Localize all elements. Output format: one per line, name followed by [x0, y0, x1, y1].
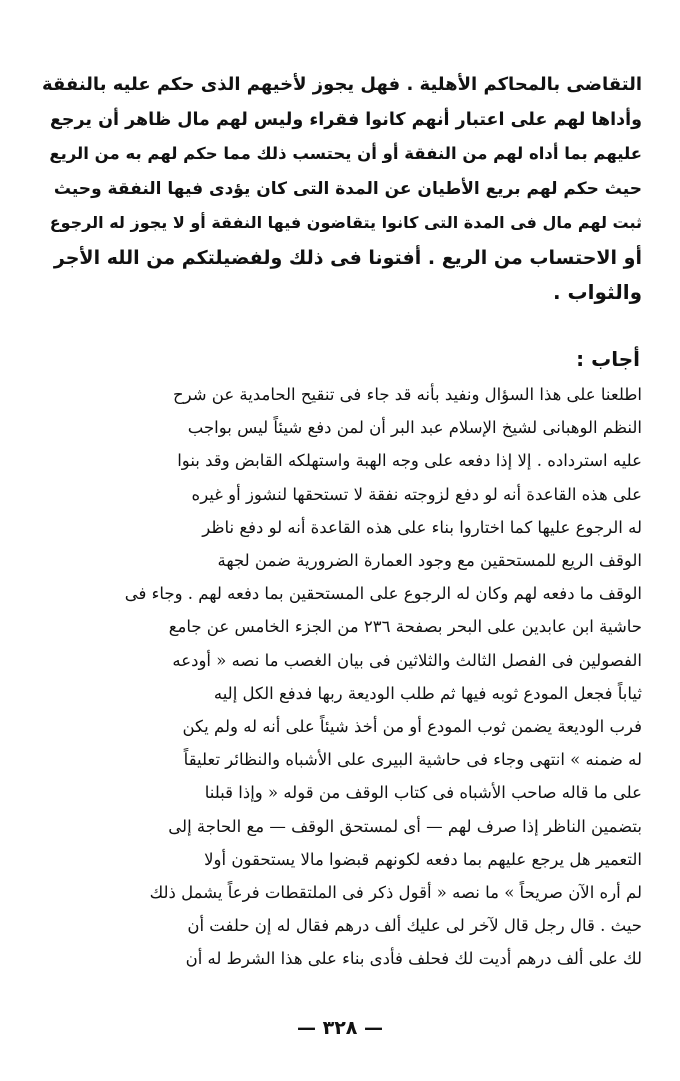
answer-line: الفصولين فى الفصل الثالث والثلاثين فى بيان الغصب ما نصه « أودعه: [172, 650, 642, 670]
answer-line: لم أره الآن صريحاً » ما نصه « أقول ذكر فى الملتقطات فرعاً يشمل ذلك: [149, 883, 642, 903]
answer-line: حاشية ابن عابدين على البحر بصفحة ٢٣٦ من الجزء الخامس عن جامع: [168, 617, 642, 637]
answer-line: له الرجوع عليها كما اختاروا بناء على هذه القاعدة أنه لو دفع ناظر: [202, 517, 642, 537]
answer-line: لك على ألف درهم أديت لك فحلف فأدى بناء على هذا الشرط له أن: [185, 949, 642, 969]
answer-paragraph: [40, 378, 642, 976]
question-line: والثواب .: [552, 280, 642, 304]
answer-line: له ضمنه » انتهى وجاء فى حاشية البيرى على الأشباه والنظائر تعليقاً: [183, 750, 642, 770]
answer-line: حيث . قال رجل قال لآخر لى عليك ألف درهم فقال له إن حلفت أن: [187, 916, 642, 936]
answer-line: على ما قاله صاحب الأشباه فى كتاب الوقف من قوله « وإذا قبلنا: [204, 783, 642, 803]
answer-line: على هذه القاعدة أنه لو دفع لزوجته نفقة لا تستحقها لنشوز أو غيره: [191, 484, 642, 504]
answer-line: عليه استرداده . إلا إذا دفعه على وجه الهبة واستهلكه القابض وقد بنوا: [177, 451, 642, 471]
answer-line: النظم الوهبانى لشيخ الإسلام عبد البر أن لمن دفع شيئاً ليس بواجب: [187, 418, 642, 438]
question-line: أو الاحتساب من الريع . أفتونا فى ذلك ولفضيلتكم من الله الأجر: [53, 246, 642, 269]
question-line: وأداها لهم على اعتبار أنهم كانوا فقراء وليس لهم مال ظاهر أن يرجع: [49, 109, 642, 130]
question-line: التقاضى بالمحاكم الأهلية . فهل يجوز لأخيهم الذى حكم عليه بالنفقة: [42, 74, 642, 95]
answer-line: فرب الوديعة يضمن ثوب المودع أو من أخذ شيئاً على أنه له ولم يكن: [182, 717, 642, 737]
answer-line: اطلعنا على هذا السؤال ونفيد بأنه قد جاء فى تنقيح الحامدية عن شرح: [172, 385, 642, 404]
answer-heading: أجاب :: [576, 347, 640, 371]
answer-line: الوقف الريع للمستحقين مع وجود العمارة الضرورية ضمن لجهة: [217, 551, 642, 571]
answer-line: ثياباً فجعل المودع ثوبه فيها ثم طلب الوديعة ربها فدفع الكل إليه: [213, 683, 642, 703]
answer-line: الوقف ما دفعه لهم وكان له الرجوع على المستحقين بما دفعه لهم . وجاء فى: [124, 584, 642, 604]
question-line: ثبت لهم مال فى المدة التى كانوا يتقاضون فيها النفقة أو لا يجوز له الرجوع: [49, 213, 642, 232]
page-number: — ٣٢٨ —: [296, 1017, 384, 1039]
question-paragraph: [40, 68, 642, 310]
answer-line: التعمير هل يرجع عليهم بما دفعه لكونهم قبضوا مالا يستحقون أولا: [204, 849, 642, 869]
question-line: حيث حكم لهم بريع الأطيان عن المدة التى كان يؤدى فيها النفقة وحيث: [53, 178, 642, 199]
answer-line: بتضمين الناظر إذا صرف لهم — أى لمستحق الوقف — مع الحاجة إلى: [168, 816, 642, 836]
question-line: عليهم بما أداه لهم من النفقة أو أن يحتسب ذلك مما حكم لهم به من الريع: [49, 144, 642, 163]
